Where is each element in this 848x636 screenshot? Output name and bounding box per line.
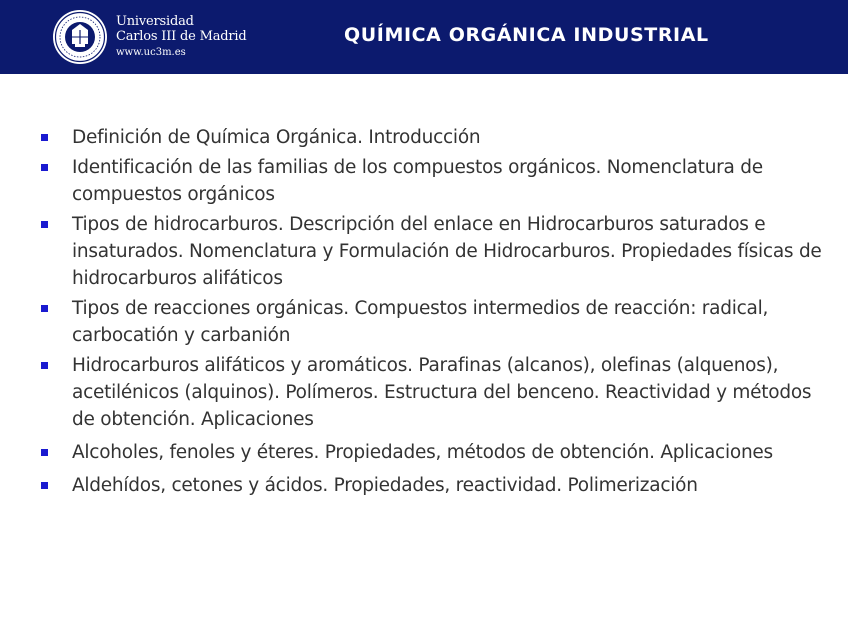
list-item (40, 439, 830, 466)
list-item-text: Aldehídos, cetones y ácidos. Propiedades, reactividad. Polimerización (72, 475, 698, 496)
bullet-icon (41, 449, 48, 456)
university-url: www.uc3m.es (116, 47, 186, 58)
list-item-text: Hidrocarburos alifáticos y aromáticos. Parafinas (alcanos), olefinas (alquenos), acetilénicos (alquinos). Polímeros. Estructura del benceno. Reactividad y métodos de obtención. Aplicaciones (72, 355, 812, 430)
page-title: QUÍMICA ORGÁNICA INDUSTRIAL (344, 24, 709, 46)
bullet-icon (41, 221, 48, 228)
list-item (40, 124, 830, 151)
university-name-line1: Universidad (116, 14, 194, 29)
university-name-line2: Carlos III de Madrid (116, 29, 247, 44)
topic-list (40, 124, 830, 502)
header-bar (0, 0, 848, 74)
list-item-text: Alcoholes, fenoles y éteres. Propiedades, métodos de obtención. Aplicaciones (72, 442, 773, 463)
bullet-icon (41, 305, 48, 312)
list-item-text: Tipos de hidrocarburos. Descripción del enlace en Hidrocarburos saturados e insaturados. Nomenclatura y Formulación de Hidrocarburos. Propiedades físicas de hidrocarburos alifáticos (72, 214, 822, 289)
list-item (40, 295, 830, 349)
list-item (40, 211, 830, 292)
university-wordmark (116, 14, 246, 60)
bullet-icon (41, 134, 48, 141)
bullet-icon (41, 482, 48, 489)
list-item-text: Definición de Química Orgánica. Introducción (72, 127, 481, 148)
bullet-icon (41, 164, 48, 171)
list-item (40, 154, 830, 208)
list-item-text: Tipos de reacciones orgánicas. Compuestos intermedios de reacción: radical, carbocatión y carbanión (72, 298, 769, 346)
list-item (40, 472, 830, 499)
university-seal-icon (52, 9, 108, 65)
list-item-text: Identificación de las familias de los compuestos orgánicos. Nomenclatura de compuestos orgánicos (72, 157, 763, 205)
bullet-icon (41, 362, 48, 369)
list-item (40, 352, 830, 433)
